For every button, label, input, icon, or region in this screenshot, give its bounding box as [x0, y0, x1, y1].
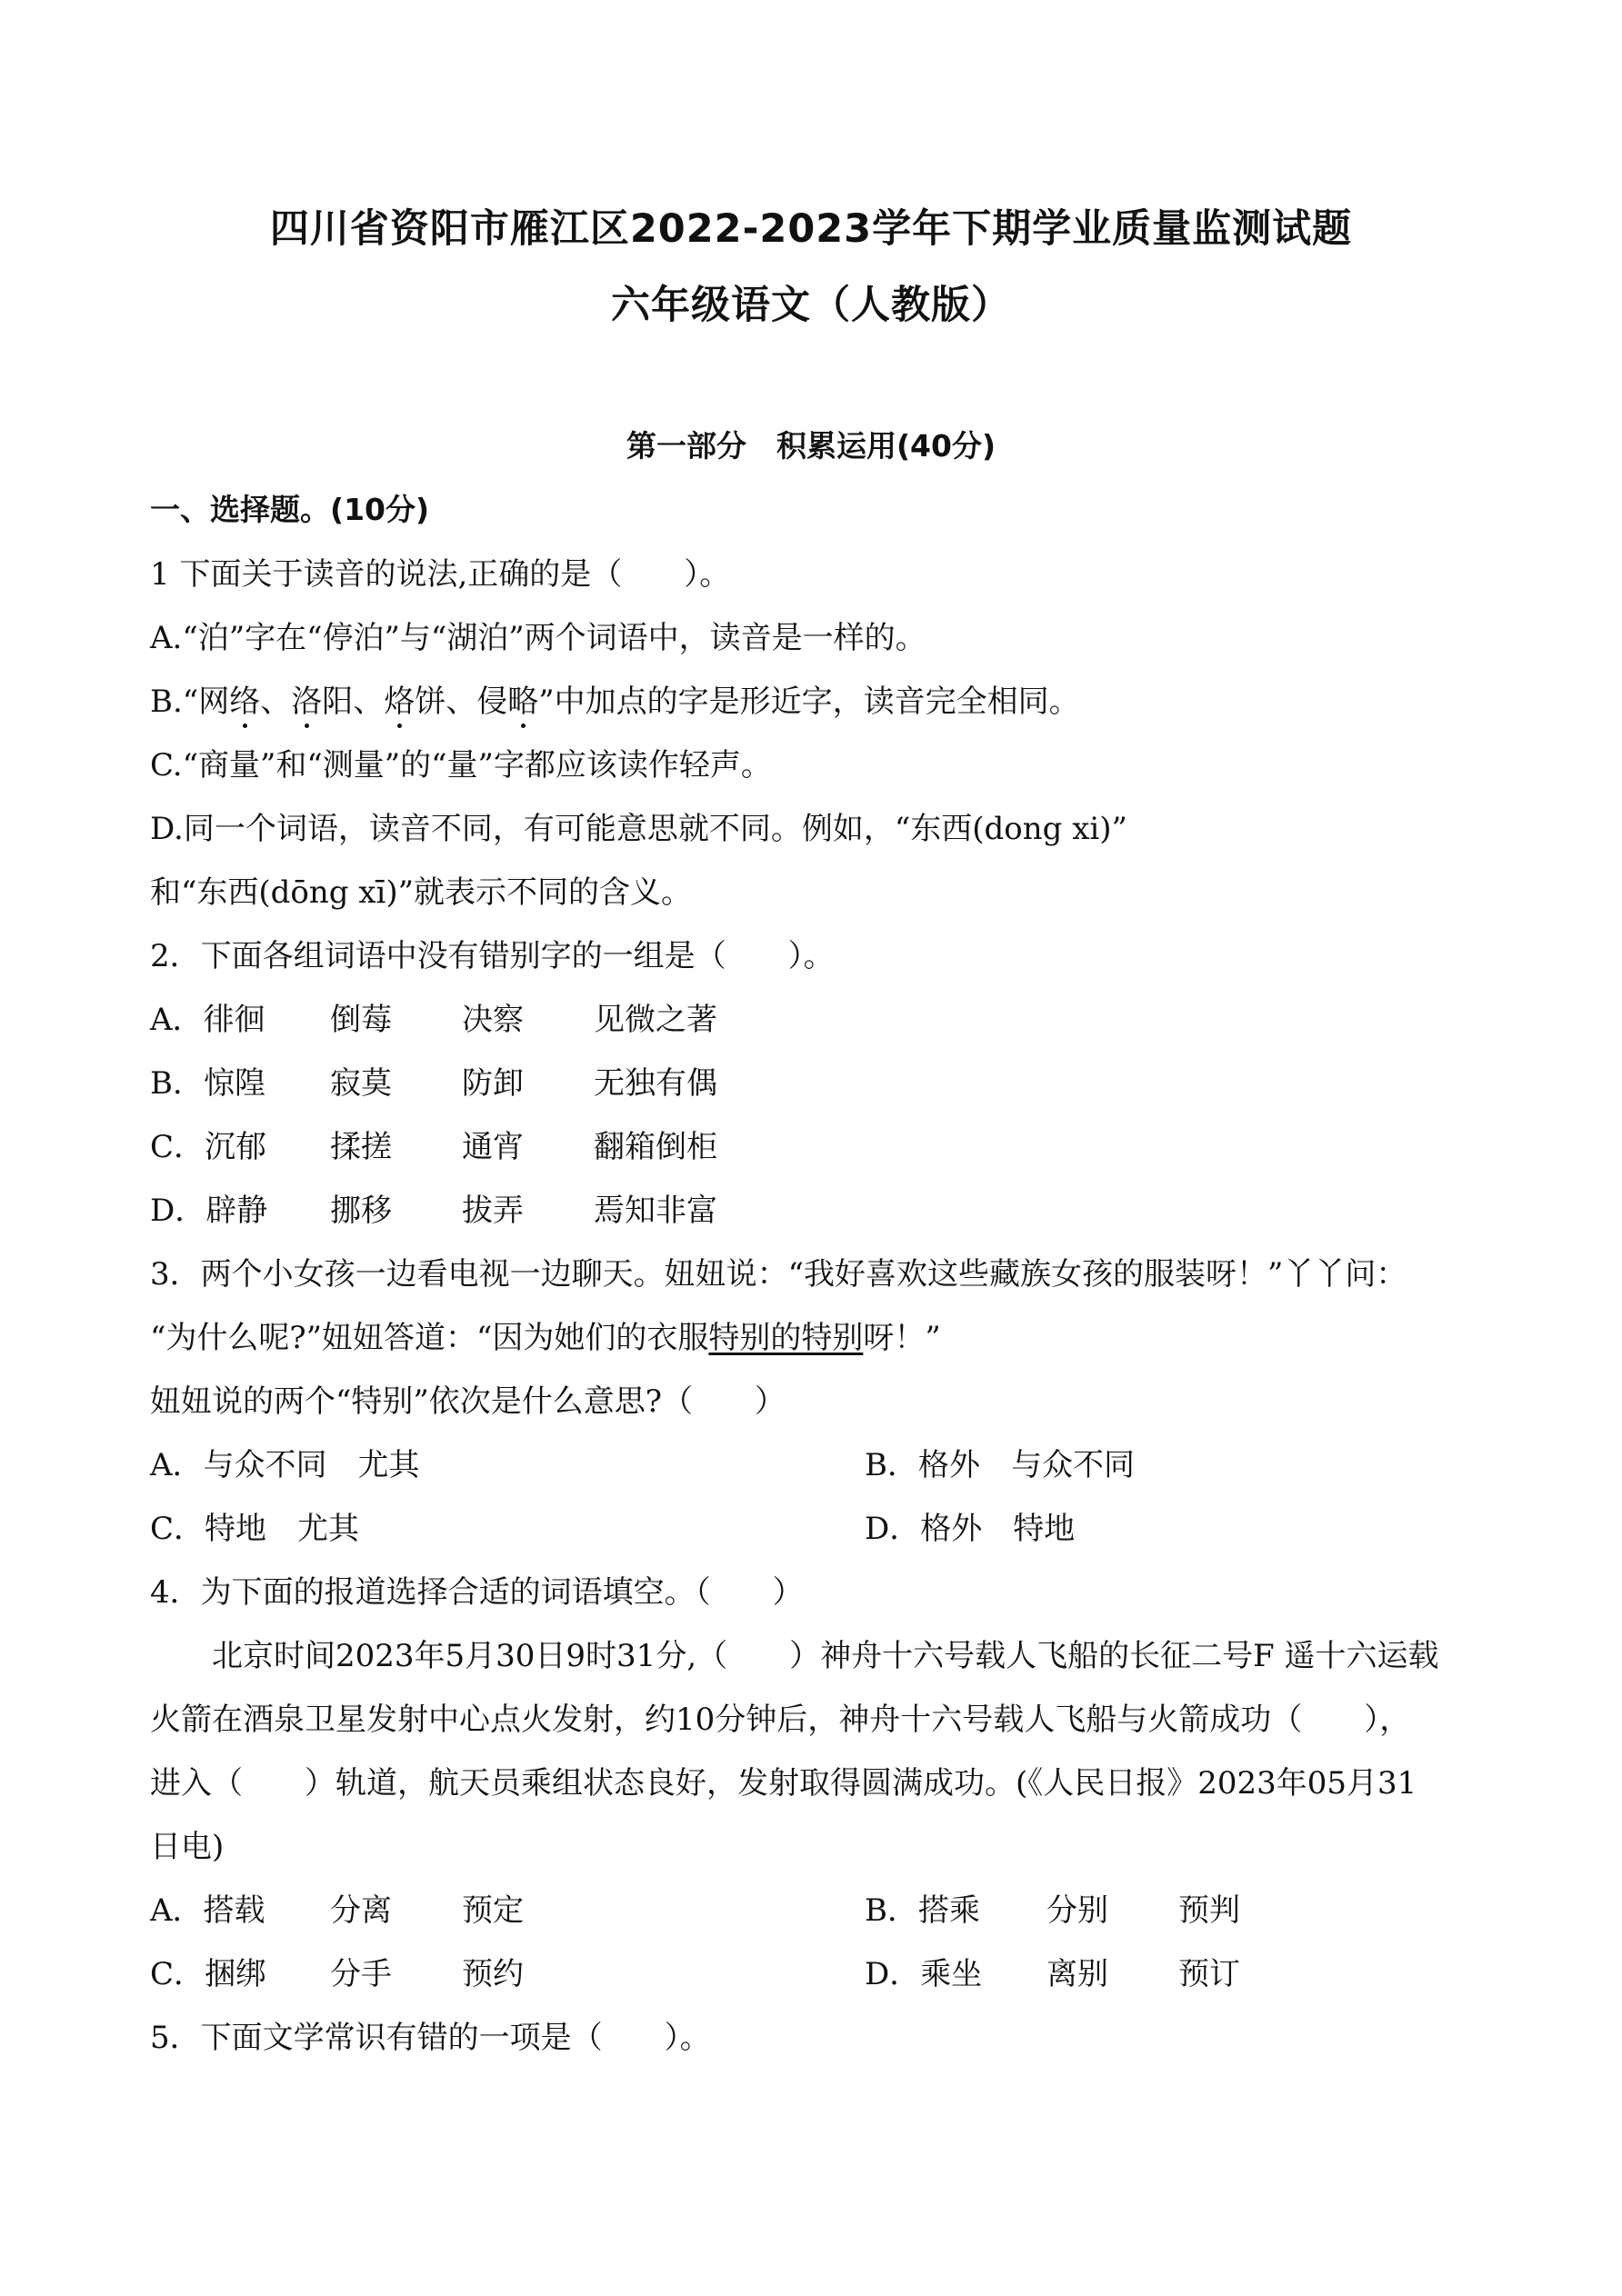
q1-option-c: C.“商量”和“测量”的“量”字都应该读作轻声。	[150, 747, 772, 784]
q1-b-word: 网	[198, 684, 230, 720]
q2-option-c: C．沉郁	[150, 1129, 267, 1165]
q1-b-suffix: ”中加点的字是形近字，读音完全相同。	[538, 684, 1080, 720]
q1-b-dotted-char: 络	[229, 676, 260, 721]
q2-option-a: A．徘徊	[150, 1002, 265, 1038]
q4-passage-line3: 进入（ ）轨道，航天员乘组状态良好，发射取得圆满成功。(《人民日报》2023年05月31	[150, 1765, 1417, 1802]
q3-stem-line1: 3．两个小女孩一边看电视一边聊天。妞妞说：“我好喜欢这些藏族女孩的服装呀！”丫丫问：	[150, 1256, 1407, 1293]
q4-stem: 4．为下面的报道选择合适的词语填空。（ ）	[150, 1574, 804, 1611]
q4-word: 预判	[1178, 1892, 1240, 1929]
q1-b-sep: 、	[260, 684, 292, 720]
q4-word: 分别	[1046, 1892, 1108, 1929]
q4-word: 分手	[330, 1956, 392, 1992]
exam-title: 四川省资阳市雁江区2022-2023学年下期学业质量监测试题	[269, 206, 1353, 252]
q4-word: 离别	[1046, 1956, 1108, 1992]
q1-option-d-line1: D.同一个词语，读音不同，有可能意思就不同。例如，“东西(dong xi)”	[150, 811, 1127, 847]
q2-word: 防卸	[462, 1065, 524, 1102]
q2-word: 挪移	[330, 1193, 392, 1229]
q1-stem: 1 下面关于读音的说法,正确的是（ ）。	[150, 556, 731, 593]
q4-passage-line4: 日电)	[150, 1829, 225, 1865]
q1-b-dotted-char: 烙	[384, 676, 415, 721]
q2-word: 翻箱倒柜	[594, 1129, 717, 1165]
q3-stem-line3: 妞妞说的两个“特别”依次是什么意思?（ ）	[150, 1383, 786, 1420]
q1-option-d-line2: 和“东西(dōng xī)”就表示不同的含义。	[150, 874, 693, 911]
q3-stem-line2	[150, 1313, 941, 1357]
q1-b-word: 阳	[322, 684, 354, 720]
q2-stem: 2．下面各组词语中没有错别字的一组是（ ）。	[150, 938, 835, 974]
q1-b-dotted-char: 略	[507, 676, 538, 721]
q1-option-a: A.“泊”字在“停泊”与“湖泊”两个词语中，读音是一样的。	[150, 620, 926, 656]
q3-option-c: C．特地 尤其	[150, 1511, 360, 1547]
q4-word: 预约	[462, 1956, 524, 1992]
q3-stem-text: “为什么呢?”妞妞答道：“因为她们的衣服	[150, 1320, 709, 1356]
q2-word: 焉知非富	[594, 1193, 717, 1229]
q4-option-b: B．搭乘	[865, 1892, 980, 1929]
q2-word: 倒莓	[330, 1002, 392, 1038]
section-heading: 一、选择题。(10分)	[150, 492, 430, 527]
q1-b-word: 侵	[476, 684, 508, 720]
q3-option-b: B．格外 与众不同	[865, 1447, 1135, 1483]
q4-passage-line1: 北京时间2023年5月30日9时31分,（ ）神舟十六号载人飞船的长征二号F 遥十六运载	[212, 1638, 1439, 1674]
q2-word: 决察	[462, 1002, 524, 1038]
q2-word: 揉搓	[330, 1129, 392, 1165]
q4-word: 分离	[330, 1892, 392, 1929]
q2-option-d: D．辟静	[150, 1193, 268, 1229]
q3-underlined-phrase: 特别的特别	[708, 1320, 864, 1356]
q4-word: 预定	[462, 1892, 524, 1929]
q2-word: 通宵	[462, 1129, 524, 1165]
q4-option-c: C．捆绑	[150, 1956, 267, 1992]
exam-subtitle: 六年级语文（人教版）	[611, 283, 1011, 328]
q2-word: 见微之著	[594, 1002, 717, 1038]
q1-b-word: 饼	[415, 684, 446, 720]
q3-stem-text: 呀！”	[863, 1320, 941, 1356]
q1-b-prefix: B.“	[150, 684, 199, 720]
q2-word: 无独有偶	[594, 1065, 717, 1102]
q2-word: 寂莫	[330, 1065, 392, 1102]
part-heading: 第一部分 积累运用(40分)	[626, 428, 996, 464]
q1-option-b	[150, 676, 1080, 721]
q3-option-a: A．与众不同 尤其	[150, 1447, 420, 1483]
q3-option-d: D．格外 特地	[865, 1511, 1076, 1547]
q4-passage-line2: 火箭在酒泉卫星发射中心点火发射，约10分钟后，神舟十六号载人飞船与火箭成功（ ），	[150, 1702, 1411, 1738]
q1-b-sep: 、	[446, 684, 477, 720]
q4-option-a: A．搭载	[150, 1892, 265, 1929]
q2-word: 拔弄	[462, 1193, 524, 1229]
q1-b-dotted-char: 洛	[291, 676, 322, 721]
q5-stem: 5．下面文学常识有错的一项是（ ）。	[150, 2020, 711, 2056]
q2-option-b: B．惊隍	[150, 1065, 265, 1102]
q1-b-sep: 、	[353, 684, 385, 720]
q4-option-d: D．乘坐	[865, 1956, 983, 1992]
q4-word: 预订	[1178, 1956, 1240, 1992]
